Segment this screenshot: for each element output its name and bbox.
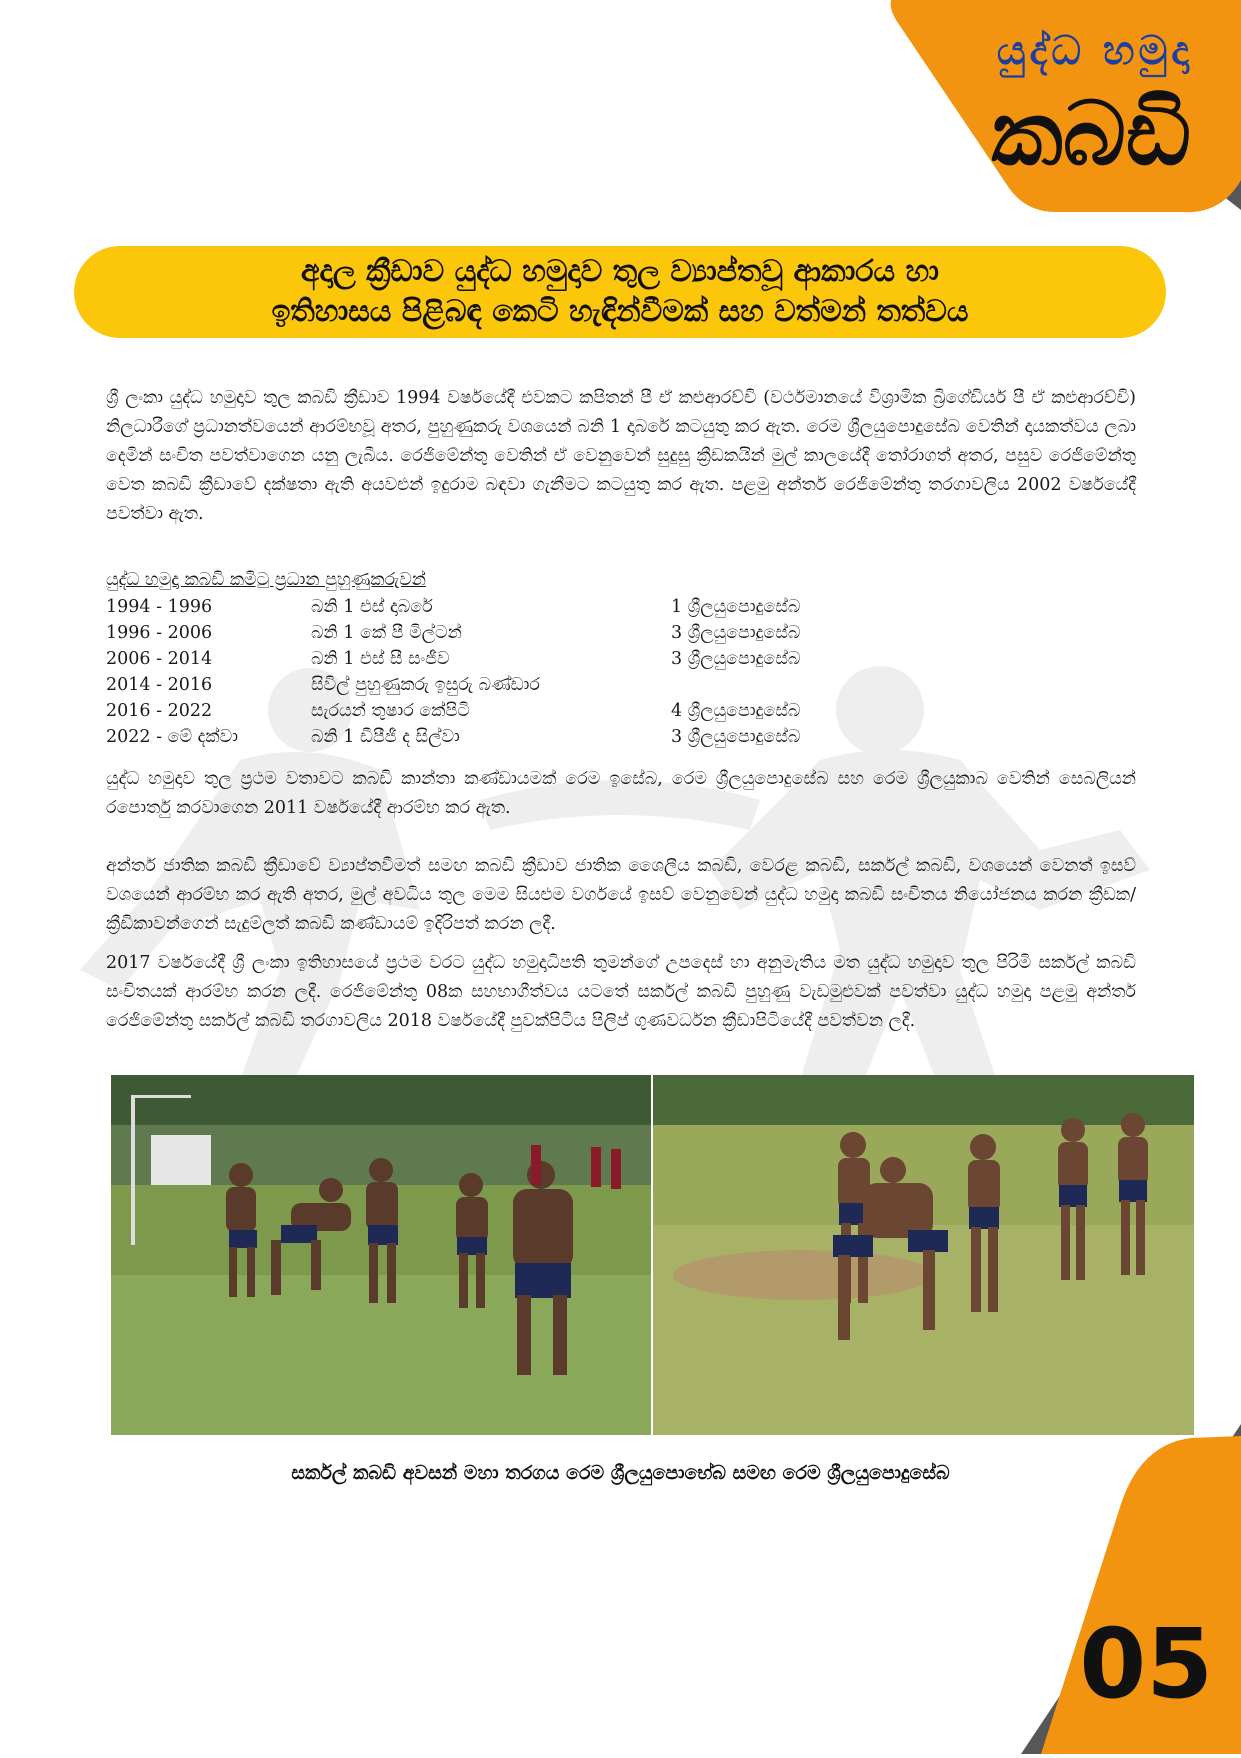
corner-decoration-bottom bbox=[1001, 1424, 1241, 1754]
table-row bbox=[106, 701, 871, 727]
title-banner bbox=[74, 246, 1166, 338]
coach-regiment: 4 ශ්‍රීලයුපොදුසේබ bbox=[671, 701, 801, 721]
photo-caption: සර්කල් කබඩි අවසන් මහා තරගය රෙම ශ්‍රීලයුපොභේබ සමඟ රෙම ශ්‍රීලයුපොදුසේබ bbox=[291, 1462, 950, 1484]
brand-subtitle: යුද්ධ හමුදා bbox=[996, 28, 1193, 74]
coach-regiment: 3 ශ්‍රීලයුපොදුසේබ bbox=[671, 649, 801, 669]
coaches-table bbox=[106, 597, 871, 753]
table-row bbox=[106, 649, 871, 675]
title-line-2: ඉතිහාසය පිළිබඳ කෙටි හැඳින්වීමක් සහ වත්මන් තත්වය bbox=[271, 294, 969, 329]
coach-years: 1994 - 1996 bbox=[106, 597, 213, 617]
coach-years: 1996 - 2006 bbox=[106, 623, 213, 643]
match-photo-right bbox=[653, 1075, 1194, 1435]
table-row bbox=[106, 675, 871, 701]
corner-decoration-top bbox=[821, 0, 1241, 250]
table-row bbox=[106, 597, 871, 623]
brand-title: කබඩි bbox=[991, 82, 1191, 185]
circle-kabaddi-paragraph: 2017 වර්ෂයේදී ශ්‍රී ලංකා ඉතිහාසයේ ප්‍රථම වරට යුද්ධ හමුදාධිපති තුමන්ගේ උපදෙස් හා අනුමැතිය මත යුද්ධ හමුදාව තුල පිරිමි සර්කල් කබඩි සංචිතයක් ආරම්භ කරන ලදී. රෙජිමේන්තු 08ක සහභාගීත්වය යටතේ සර්කල් කබඩි පුහුණු වැඩමුළුවක් පවත්වා යුද්ධ හමුදා පළමු අන්තර් රෙජිමේන්තු සර්කල් කබඩි තරගාවලිය 2018 වර්ෂයේදී පුවක්පිටිය පිලිප් ගුණවර්ධන ක්‍රීඩාපිටියේදී පවත්වන ලදී. bbox=[106, 953, 1136, 1031]
coach-name: සිවිල් පුහුණුකරු ඉසුරු බණ්ඩාර bbox=[311, 675, 540, 695]
page-number: 05 bbox=[1079, 1608, 1213, 1720]
coach-regiment bbox=[671, 675, 871, 701]
women-team-paragraph: යුද්ධ හමුදාව තුල ප්‍රථම වතාවට කබඩි කාන්තා කණ්ඩායමක් රෙම ඉසේබ, රෙම ශ්‍රීලයුපොදුසේබ සහ රෙම ශ්‍රීලයුකාබ වෙතින් සෙබලියන් රපොර්තු කරවාගෙන 2011 වර්ෂයේදී ආරම්භ කර ඇත. bbox=[106, 769, 1136, 818]
coach-regiment: 1 ශ්‍රීලයුපොදුසේබ bbox=[671, 597, 801, 617]
coaches-heading: යුද්ධ හමුදා කබඩි කමිටු ප්‍රධාන පුහුණුකරුවන් bbox=[106, 570, 427, 590]
intro-paragraph: ශ්‍රී ලංකා යුද්ධ හමුදාව තුල කබඩි ක්‍රීඩාව 1994 වර්ෂයේදී එවකට කපිතන් පී ඒ කළුආරච්චි (වර්ථමානයේ විශ්‍රාමික බ්‍රිගේඩියර් පී ඒ කළුආරච්චි) නිලධාරීගේ ප්‍රධානත්වයෙන් ආරම්භවූ අතර, පුහුණුකරු වශයෙන් බනි 1 දාබරේ කටයුතු කර ඇත. රෙම ශ්‍රීලයුපොදුසේබ වෙතින් දායකත්වය ලබා දෙමින් සංචිත පවත්වාගෙන යනු ලැබීය. රෙජිමේන්තු වෙතින් ඒ වෙනුවෙන් සුදුසු ක්‍රීඩකයින් මුල් කාලයේදී තෝරාගත් අතර, පසුව රෙජිමේන්තු වෙත කබඩි ක්‍රීඩාවේ දක්ෂතා ඇති අයවළුන් ඉදුරාම බඳවා ගැනීමට කටයුතු කර ඇත. පළමු අන්තර් රෙජිමේන්තු තරගාවලිය 2002 වර්ෂයේදී පවත්වා ඇත. bbox=[106, 388, 1136, 524]
coach-name: බනි 1 ඩීපීජී ද සිල්වා bbox=[311, 727, 460, 747]
coach-name: බනි 1 එස් දාබරේ bbox=[311, 597, 433, 617]
coach-regiment: 3 ශ්‍රීලයුපොදුසේබ bbox=[671, 623, 801, 643]
international-paragraph: අන්තර් ජාතික කබඩි ක්‍රීඩාවේ ව්‍යාප්තවීමත් සමඟ කබඩි ක්‍රීඩාව ජාතික ශෛලීය කබඩි, වෙරළ කබඩි, සර්කල් කබඩි, වශයෙන් වෙනත් ඉසව් වශයෙන් ආරම්භ කර ඇති අතර, මුල් අවධිය තුල මෙම සියළුම වර්ගයේ ඉසව් වෙනුවෙන් යුද්ධ හමුදා කබඩි සංචිතය නියෝජනය කරන ක්‍රීඩක/ක්‍රීඩිකාවන්ගෙන් සැදුම්ලත් කබඩි කණ්ඩායම් ඉදිරිපත් කරන ලදී. bbox=[106, 856, 1136, 934]
table-row bbox=[106, 623, 871, 649]
coach-regiment: 3 ශ්‍රීලයුපොදුසේබ bbox=[671, 727, 801, 747]
coach-years: 2022 - මේ දක්වා bbox=[106, 727, 238, 747]
coach-years: 2006 - 2014 bbox=[106, 649, 213, 669]
title-line-1: අදාල ක්‍රීඩාව යුද්ධ හමුදාව තුල ව්‍යාප්තවූ ආකාරය හා bbox=[301, 254, 939, 289]
match-photo-left bbox=[111, 1075, 651, 1435]
coach-name: බනි 1 එස් සී සංජීව bbox=[311, 649, 450, 669]
table-row bbox=[106, 727, 871, 753]
coach-years: 2016 - 2022 bbox=[106, 701, 213, 721]
coach-years: 2014 - 2016 bbox=[106, 675, 213, 695]
coach-name: බනි 1 කේ පී මිල්ටන් bbox=[311, 623, 462, 643]
coach-name: සැරයන් තුෂාර කේපිටි bbox=[311, 701, 470, 721]
